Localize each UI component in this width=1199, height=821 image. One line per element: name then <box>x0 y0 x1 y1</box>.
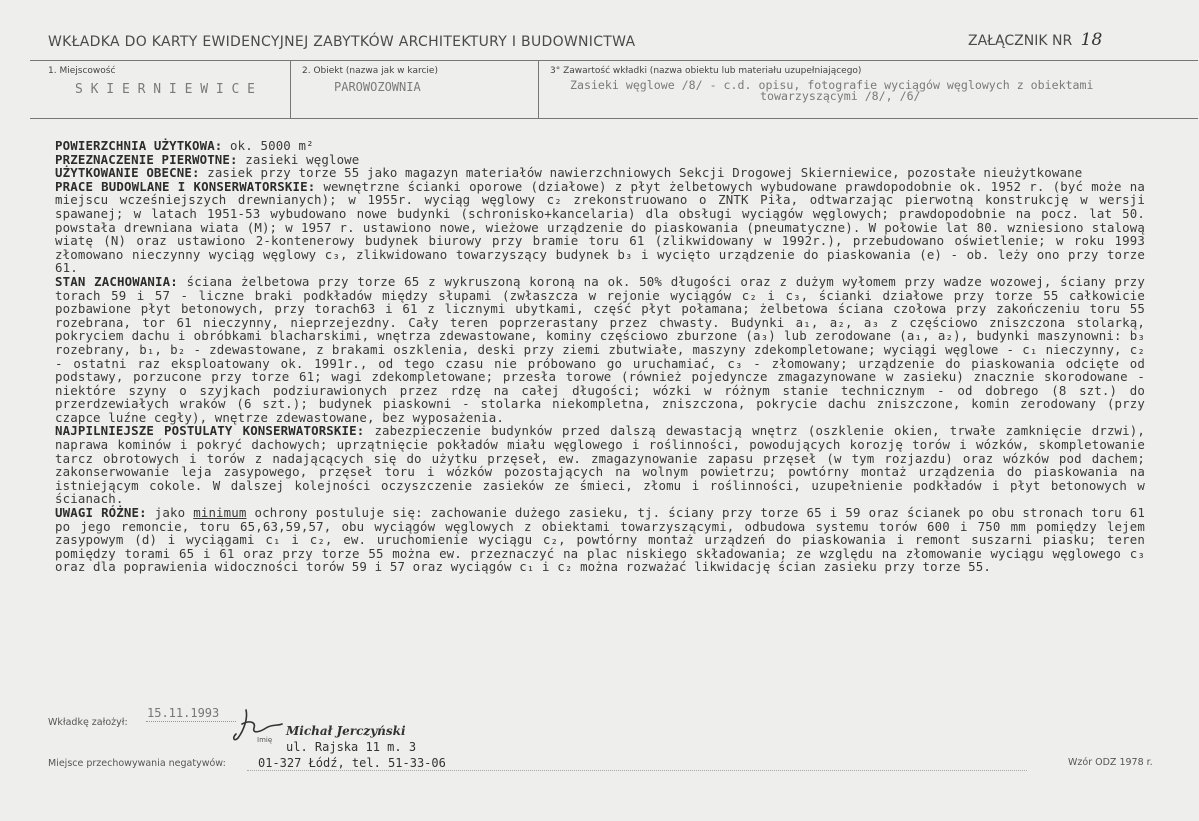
remarks-underlined: minimum <box>193 505 247 521</box>
condition-heading: STAN ZACHOWANIA: <box>55 273 178 289</box>
locality-value: S K I E R N I E W I C E <box>75 82 256 97</box>
usable-area <box>55 139 1145 153</box>
original-purpose-text: zasieki węglowe <box>237 151 360 167</box>
urgent-postulates-heading: NAJPILNIEJSZE POSTULATY KONSERWATORSKIE: <box>55 423 365 439</box>
usable-area-heading: POWIERZCHNIA UŻYTKOWA: <box>55 138 223 153</box>
remarks <box>55 506 1145 574</box>
current-use-heading: UŻYTKOWANIE OBECNE: <box>55 165 200 181</box>
submitted-label: Wkładkę założył: <box>48 717 128 728</box>
construction-works <box>55 180 1145 275</box>
attachment-label: ZAŁĄCZNIK NR <box>968 33 1073 49</box>
header-rule-top <box>30 60 1198 61</box>
attachment-number-value: 18 <box>1080 30 1103 50</box>
contents-value-line2: towarzyszącymi /8/, /6/ <box>760 89 921 103</box>
author-name: Michał Jerczyński <box>286 724 406 738</box>
header-rule-bottom <box>30 118 1198 119</box>
current-use <box>55 166 1145 180</box>
usable-area-text: ok. 5000 m² <box>222 138 314 153</box>
locality-label: 1. Miejscowość <box>48 66 116 76</box>
original-purpose <box>55 153 1145 167</box>
construction-works-text: wewnętrzne ścianki oporowe (działowe) z płyt żelbetowych wybudowane prawdopodobnie ok. 1952 r. (być może na miejscu wcześniejszych drewnianych); w 1955r. wyciąg węglowy c₂ zrekonstruowano o ZNTK Piła, odtwarzając pierwotną konstrukcję w wersji spawanej; w latach 1951-53 wybudowano nowe budynki (schronisko+kancelaria) dla obsługi wyciągów węglowych; prawdopodobnie na pocz. lat 50. powstała drewniana wiata (M); w 1957 r. ustawiono nowe, wieżowe urządzenie do piaskowania (pneumatyczne). W połowie lat 80. wzniesiono stalową wiatę (N) oraz ustawiono 2-kontenerowy budynek biurowy przy bramie toru 61 (zlikwidowany w 1992r.), przebudowano oświetlenie; w roku 1993 złomowano nieczynny wyciąg węglowy c₃, zlikwidowano towarzyszący budynek b₃ i wycięto urządzenie do piaskowania (e) - ob. leży ono przy torze 61. <box>55 178 1146 276</box>
description-body <box>55 139 1145 574</box>
original-purpose-heading: PRZEZNACZENIE PIERWOTNE: <box>55 151 238 167</box>
author-address-2: 01-327 Łódź, tel. 51-33-06 <box>258 756 446 770</box>
column-divider-2 <box>538 60 539 118</box>
condition <box>55 275 1145 425</box>
date-line <box>146 721 236 722</box>
document-title: WKŁADKA DO KARTY EWIDENCYJNEJ ZABYTKÓW ARCHITEKTURY I BUDOWNICTWA <box>48 34 636 50</box>
remarks-text-2: ochrony postuluje się: zachowanie dużego zasieku, tj. ściany przy torze 65 i 59 oraz ścianek po obu stronach toru 61 po jego remoncie, toru 65,63,59,57, obu wyciągów węglowych z obiektami towarzyszącymi, odbudowa systemu torów 600 i 750 mm pomiędzy lejem zasypowym (d) i wyciągami c₁ i c₂, ew. uruchomienie wyciągu c₂, powtórny montaż urządzeń do piaskowania i remont suszarni piasku; teren pomiędzy torami 65 i 61 oraz przy torze 55 można ew. przeznaczyć na plac niskiego składowania; ze względu na złomowanie wyciągu węglowego c₃ oraz dla poprawienia widoczności torów 59 i 57 oraz wyciągów c₁ i c₂ można rozważać likwidację ścian zasieku przy torze 55. <box>55 505 1145 575</box>
urgent-postulates-text: zabezpieczenie budynków przed dalszą dewastacją wnętrz (oszklenie okien, trwałe zamknięcie drzwi), naprawa kominów i pokryć dachowych; uprzątnięcie pokładów miału węglowego i roślinności, powodujących korozję torów i wózków, skompletowanie tarcz obrotowych i torów z nadającących się do użytku przęseł, ew. zmagazynowanie zapasu przęseł (w tym rozjazdu) oraz wózków pod dachem; zakonserwowanie leja zasypowego, przęseł toru i wózków pozostających na wolnym powietrzu; powtórny montaż urządzenia do piaskowania na istniejącym cokole. W dalszej kolejności oczyszczenie zasieków ze śmieci, złomu i roślinności, uzupełnienie podkładów i płyt betonowych w ścianach. <box>55 423 1145 507</box>
urgent-postulates <box>55 424 1145 506</box>
insert-date: 15.11.1993 <box>147 706 220 720</box>
remarks-heading: UWAGI RÓŻNE: <box>55 505 147 521</box>
remarks-text-1: jako <box>146 505 194 521</box>
object-value: PAROWOZOWNIA <box>334 80 421 94</box>
condition-text: ściana żelbetowa przy torze 65 z wykruszoną koroną na ok. 50% długości oraz z dużym wyłomem przy wadze wozowej, ściany przy torach 59 i 57 - liczne braki podkładów między słupami (zwłaszcza w rejonie wyciągów c₂ i c₃, ścianki działowe przy torze 55 całkowicie pozbawione płyt betonowych, przy torach63 i 61 z licznymi ubytkami, część płyt połamana; żelbetowa ściana czołowa przy zakończeniu toru 55 rozebrana, tor 61 nieczynny, nieprzejezdny. Cały teren poprzerastany przez chwasty. Budynki a₁, a₂, a₃ z częściowo zniszczona stolarką, pokryciem dachu i obróbkami blacharskimi, wnętrza zdewastowane, kominy częściowo zburzone (a₃) lub zerodowane (a₁, a₂), budynki maszynowni: b₃ rozebrany, b₁, b₂ - zdewastowane, z brakami oszklenia, deski przy ziemi zbutwiałe, maszyny zdekompletowane; wyciągi węglowe - c₁ nieczynny, c₂ - ostatni raz eksploatowany ok. 1991r., od tego czasu nie próbowano go uruchamiać, c₃ - złomowany; urządzenie do piaskowania odcięte od podstawy, porzucone przy torze 61; wagi zdekompletowane; przesła torowe (również pojedyncze zmagazynowane w zasieku) znacznie skorodowane - niektóre szyny o szyjkach podziurawionych przez rdzę na całej długości; wózki w różnym stanie technicznym - od dobrego (8 szt.) do przerdzewiałych wraków (6 szt.); budynek piaskowni - stolarka niekompletna, zniszczona, pokrycie dachu zniszczone, komin zerodowany (przy czapce luźne cegły), wnętrze zdewastowane, bez wyposażenia. <box>55 273 1145 425</box>
author-address-1: ul. Rajska 11 m. 3 <box>286 740 417 754</box>
stamp-label: Imię <box>257 736 273 744</box>
contents-value-line1: Zasieki węglowe /8/ - c.d. opisu, fotografie wyciągów węglowych z obiektami <box>570 78 1094 92</box>
author-stamp <box>258 723 446 771</box>
form-code: Wzór ODZ 1978 r. <box>1068 757 1153 768</box>
column-divider-1 <box>290 60 291 118</box>
attachment-number <box>968 30 1102 50</box>
current-use-text: zasiek przy torze 55 jako magazyn materiałów nawierzchniowych Sekcji Drogowej Skierniewice, pozostałe nieużytkowane <box>199 165 1083 181</box>
object-label: 2. Obiekt (nazwa jak w karcie) <box>302 66 438 76</box>
negatives-label: Miejsce przechowywania negatywów: <box>48 758 226 769</box>
negatives-line <box>247 770 1027 771</box>
contents-label: 3° Zawartość wkładki (nazwa obiektu lub materiału uzupełniającego) <box>550 66 862 76</box>
construction-works-heading: PRACE BUDOWLANE I KONSERWATORSKIE: <box>55 178 316 194</box>
